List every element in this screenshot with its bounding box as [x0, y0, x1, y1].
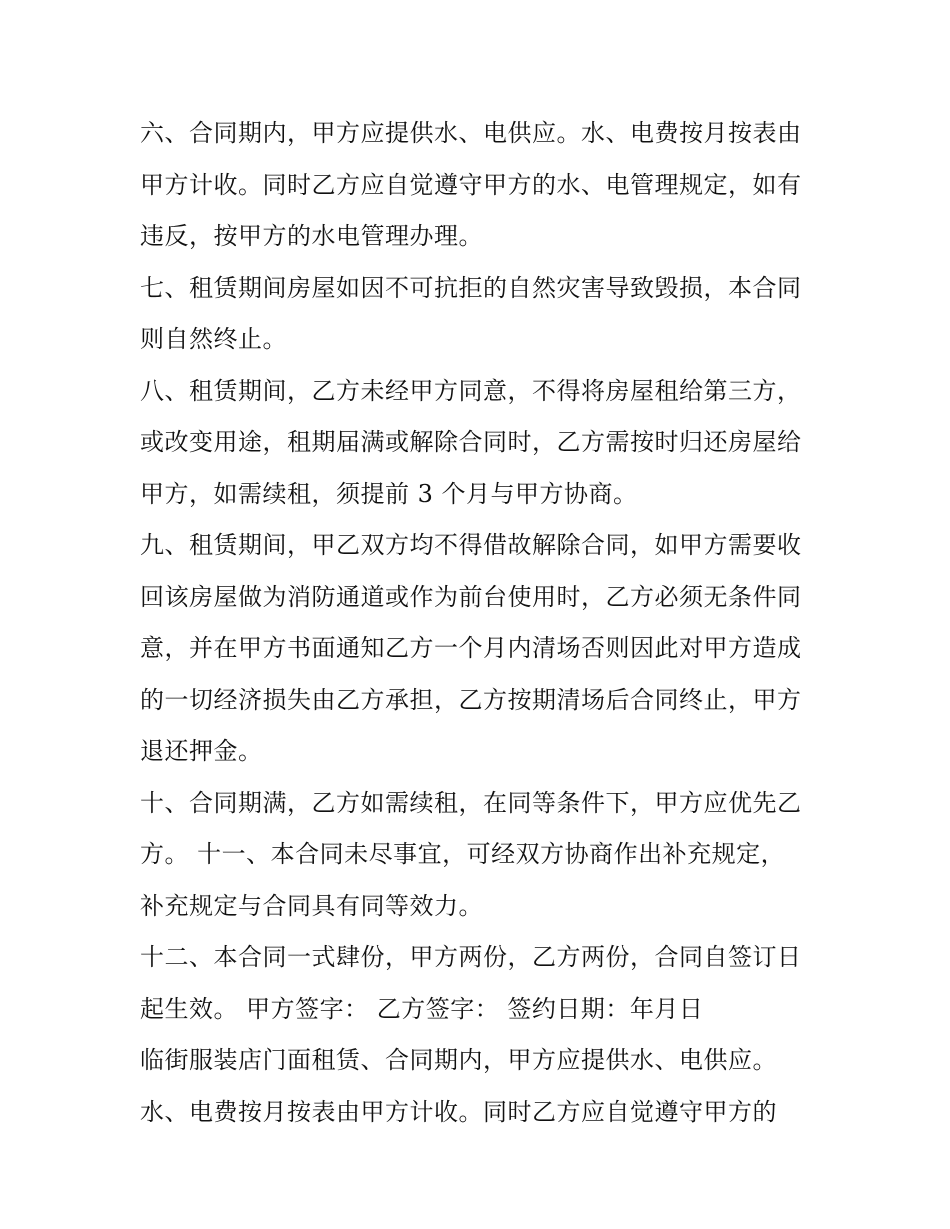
text-line: 甲方，如需续租，须提前 3 个月与甲方协商。	[140, 479, 638, 508]
text-line: 起生效。 甲方签字： 乙方签字： 签约日期：年月日	[140, 994, 704, 1023]
text-line: 六、合同期内，甲方应提供水、电供应。水、电费按月按表由	[140, 119, 802, 147]
text-line: 十二、本合同一式肆份，甲方两份，乙方两份，合同自签订日	[140, 943, 802, 971]
text-line: 或改变用途，租期届满或解除合同时，乙方需按时归还房屋给	[140, 428, 802, 456]
text-line: 补充规定与合同具有同等效力。	[140, 891, 483, 920]
text-line: 临街服装店门面租赁、合同期内，甲方应提供水、电供应。	[140, 1046, 777, 1074]
text-line: 方。 十一、本合同未尽事宜，可经双方协商作出补充规定，	[140, 840, 786, 868]
text-line: 意，并在甲方书面通知乙方一个月内清场否则因此对甲方造成	[140, 634, 802, 662]
text-line: 八、租赁期间，乙方未经甲方同意，不得将房屋租给第三方，	[140, 376, 802, 405]
text-line: 的一切经济损失由乙方承担，乙方按期清场后合同终止，甲方	[140, 685, 802, 714]
text-line: 七、租赁期间房屋如因不可抗拒的自然灾害导致毁损，本合同	[140, 273, 802, 302]
text-line: 回该房屋做为消防通道或作为前台使用时，乙方必须无条件同	[140, 582, 802, 611]
text-line: 十、合同期满，乙方如需续租，在同等条件下，甲方应优先乙	[140, 788, 802, 817]
text-line: 退还押金。	[140, 737, 263, 765]
text-line: 水、电费按月按表由甲方计收。同时乙方应自觉遵守甲方的	[140, 1097, 777, 1126]
text-line: 甲方计收。同时乙方应自觉遵守甲方的水、电管理规定，如有	[140, 170, 802, 199]
text-line: 则自然终止。	[140, 325, 287, 353]
contract-text-body	[140, 108, 830, 1138]
text-line: 违反，按甲方的水电管理办理。	[140, 222, 483, 250]
text-line: 九、租赁期间，甲乙双方均不得借故解除合同，如甲方需要收	[140, 531, 802, 559]
